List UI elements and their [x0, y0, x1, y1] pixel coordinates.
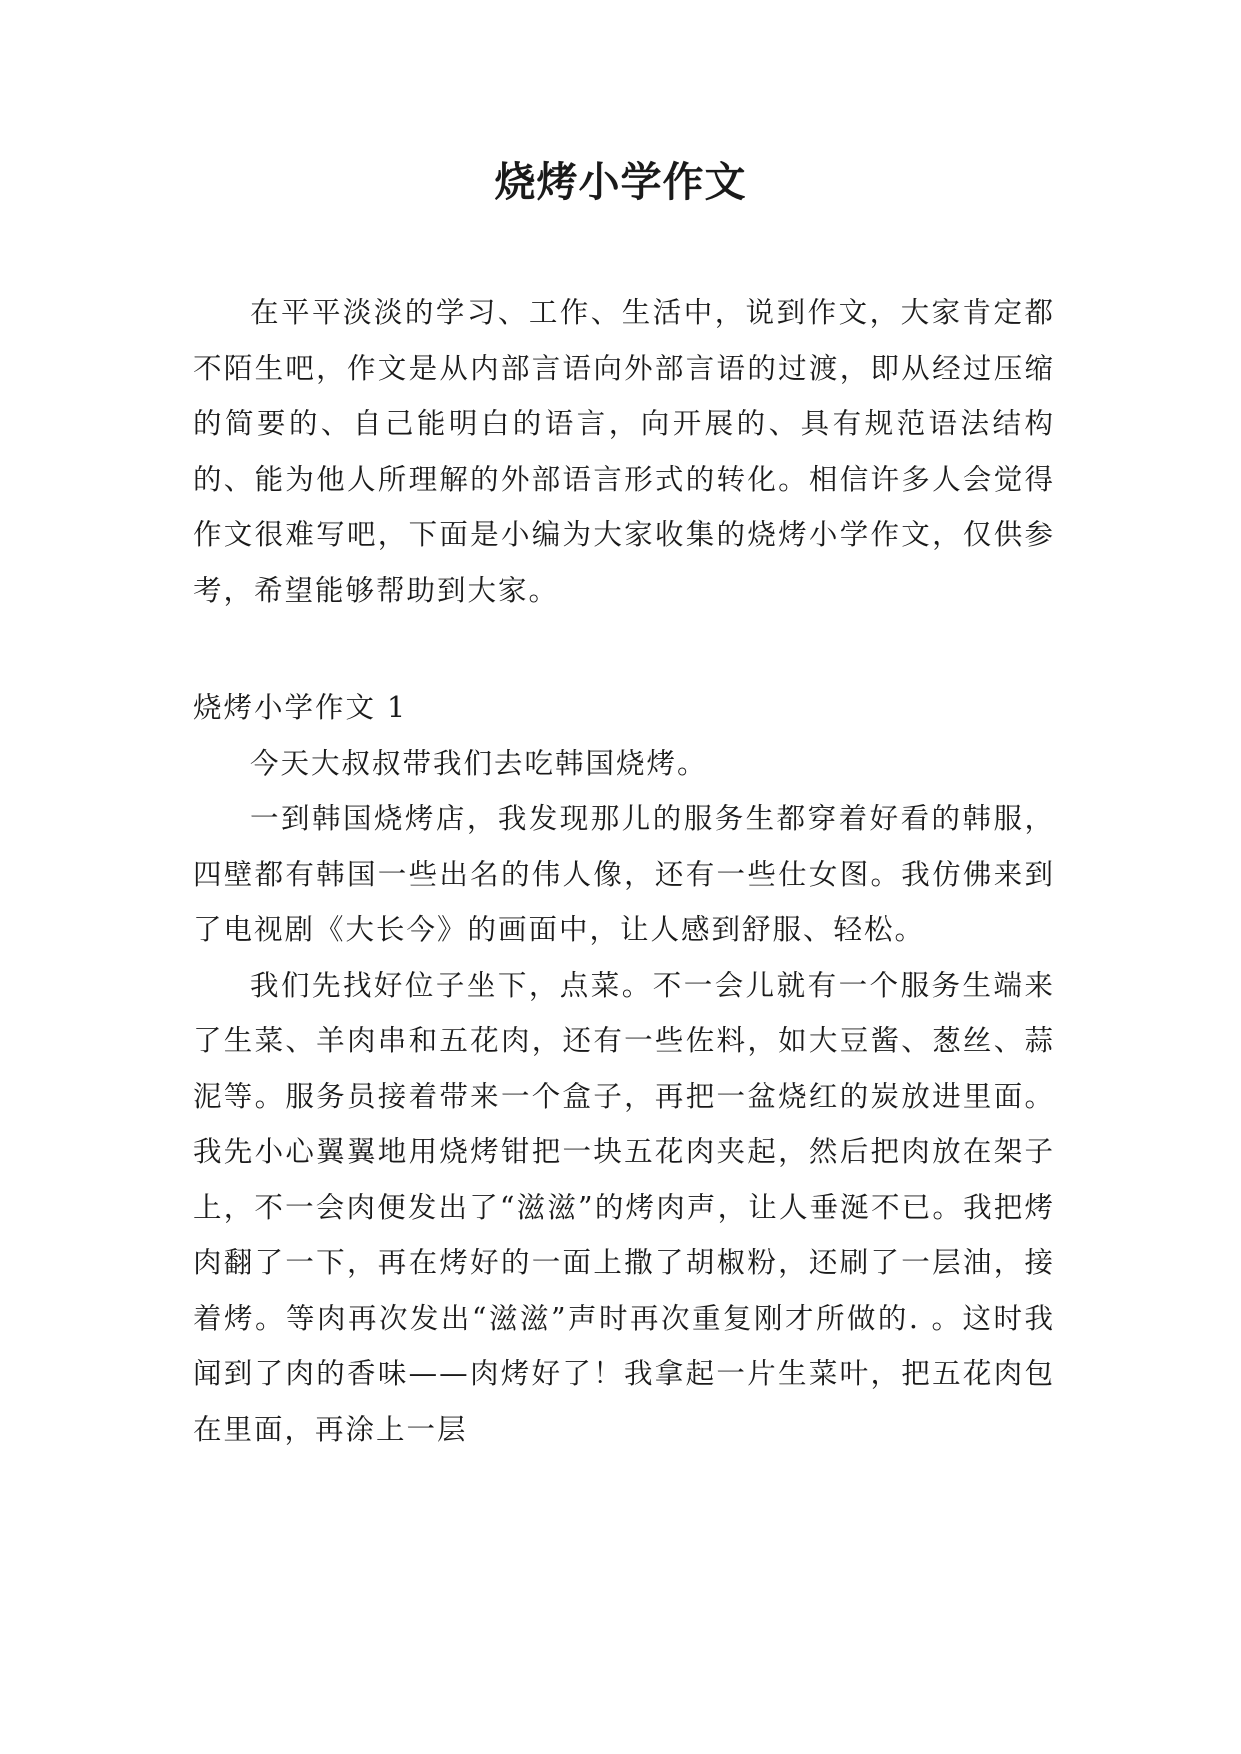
section-spacer	[193, 618, 1055, 680]
section-heading: 烧烤小学作文 1	[193, 691, 408, 724]
document-body	[193, 285, 1055, 1457]
body-paragraph: 今天大叔叔带我们去吃韩国烧烤。	[250, 746, 708, 780]
intro-paragraph: 在平平淡淡的学习、工作、生活中，说到作文，大家肯定都不陌生吧，作文是从内部言语向外部言语的过渡，即从经过压缩的简要的、自己能明白的语言，向开展的、具有规范语法结构的、能为他人所理解的外部语言形式的转化。相信许多人会觉得作文很难写吧，下面是小编为大家收集的烧烤小学作文，仅供参考，希望能够帮助到大家。	[193, 296, 1055, 607]
document-title: 烧烤小学作文	[494, 158, 747, 206]
body-paragraph: 我们先找好位子坐下，点菜。不一会儿就有一个服务生端来了生菜、羊肉串和五花肉，还有一些佐料，如大豆酱、葱丝、蒜泥等。服务员接着带来一个盒子，再把一盆烧红的炭放进里面。我先小心翼翼地用烧烤钳把一块五花肉夹起，然后把肉放在架子上，不一会肉便发出了“滋滋”的烤肉声，让人垂涎不已。我把烤肉翻了一下，再在烤好的一面上撒了胡椒粉，还刷了一层油，接着烤。等肉再次发出“滋滋”声时再次重复刚才所做的. 。这时我闻到了肉的香味——肉烤好了！我拿起一片生菜叶，把五花肉包在里面，再涂上一层	[193, 968, 1055, 1446]
body-paragraph: 一到韩国烧烤店，我发现那儿的服务生都穿着好看的韩服，四壁都有韩国一些出名的伟人像，还有一些仕女图。我仿佛来到了电视剧《大长今》的画面中，让人感到舒服、轻松。	[193, 802, 1055, 946]
